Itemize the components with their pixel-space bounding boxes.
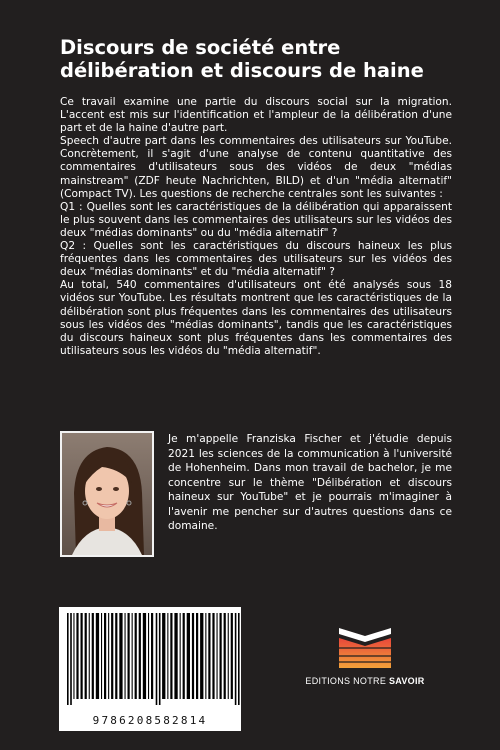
barcode-bar [128,613,130,699]
barcode-bar [235,613,237,705]
summary-paragraph: Au total, 540 commentaires d'utilisateurs ont été analysés sous 18 vidéos sur YouTube. Les résultats montrent que les caractéristiques de la délibération sont plus fréquentes dans les commentaires des utilisateurs sous les vidéos des "médias dominants", tandis que les caractéristiques du discours haineux sont plus fréquentes dans les commentaires des utilisateurs sous les vidéos du "média alternatif". [60,279,452,357]
publisher-name-bold: SAVOIR [388,676,425,686]
portrait-photo-icon [62,433,152,555]
barcode-bar [135,613,137,699]
barcode-bar [151,613,153,699]
barcode-bar [111,613,113,699]
barcode-bar [217,613,218,699]
barcode-bar [156,613,158,705]
barcode-bar [159,613,161,705]
publisher-name-prefix: EDITIONS NOTRE [305,676,389,686]
barcode-bar [183,613,185,699]
barcode-bar [96,613,99,699]
barcode-bar [67,613,69,705]
barcode-bar [70,613,72,705]
summary-paragraph: Q2 : Quelles sont les caractéristiques du discours haineux les plus fréquentes dans les commentaires des utilisateurs sur les vidéos des deux "médias dominants" et du "média alternatif" ? [60,240,452,279]
barcode-bar [132,613,133,699]
barcode-bar [205,613,206,699]
barcode-bar [200,613,203,699]
barcode [59,607,241,731]
author-photo [60,431,154,557]
barcode-bar [143,613,146,699]
isbn-number: 9786208582814 [92,714,208,727]
barcode-bar [224,613,226,699]
barcode-bar [108,613,109,699]
barcode-bar [208,613,210,699]
barcode-bar [231,613,233,699]
barcode-bar [180,613,181,699]
book-title-line-2: délibération et discours de haine [60,59,424,82]
barcode-bar [92,613,94,699]
barcode-bar [85,613,87,699]
barcode-bar [212,613,214,699]
barcode-bar [187,613,190,699]
barcode-bar [73,613,74,699]
barcode-bar [139,613,141,699]
book-title-line-1: Discours de société entre [60,36,341,59]
summary-paragraph: Speech d'autre part dans les commentaires des utilisateurs sur YouTube. Concrètement, il s'agit d'une analyse de contenu quantitative des commentaires d'utilisateurs sous des vidéos de deux "médias mainstream" (ZDF heute Nachrichten, BILD) et d'un "média alternatif" (Compact TV). Les questions de recherche centrales sont les suivantes : [60,135,452,200]
barcode-bar [170,613,172,699]
publisher-name [290,676,440,686]
summary-text [60,96,452,358]
barcode-bar [228,613,229,699]
barcode-bar [220,613,222,699]
barcode-bar [89,613,90,699]
barcode-bar [76,613,78,699]
book-title [60,36,460,82]
barcode-bar [238,613,240,705]
barcode-bar [148,613,149,699]
author-bio: Je m'appelle Franziska Fischer et j'étudie depuis 2021 les sciences de la communication à l'université de Hohenheim. Dans mon travail de bachelor, je me concentre sur le thème "Délibération et discours haineux sur YouTube" et je pourrais m'imaginer à l'avenir me pencher sur d'autres questions dans ce domaine. [168,433,452,532]
barcode-bar [125,613,126,699]
publisher-logo [290,626,440,696]
barcode-bar [192,613,194,699]
summary-paragraph: Ce travail examine une partie du discours social sur la migration. L'accent est mis sur l'identification et l'ampleur de la délibération d'une part et de la haine d'autre part. [60,96,452,135]
barcode-bar [167,613,168,699]
ean13-barcode-icon [59,607,241,711]
barcode-bar [174,613,177,699]
barcode-bar [115,613,117,699]
barcode-bar [81,613,83,699]
barcode-bar [119,613,122,699]
stacked-books-icon [335,626,395,670]
summary-paragraph: Q1 : Quelles sont les caractéristiques de la délibération qui apparaissent le plus souvent dans les commentaires des utilisateurs sur les vidéos des deux "médias dominants" ou du "média alternatif" ? [60,200,452,239]
barcode-bar [162,613,165,699]
barcode-bar [196,613,198,699]
barcode-bar [104,613,106,699]
barcode-bar [101,613,102,699]
